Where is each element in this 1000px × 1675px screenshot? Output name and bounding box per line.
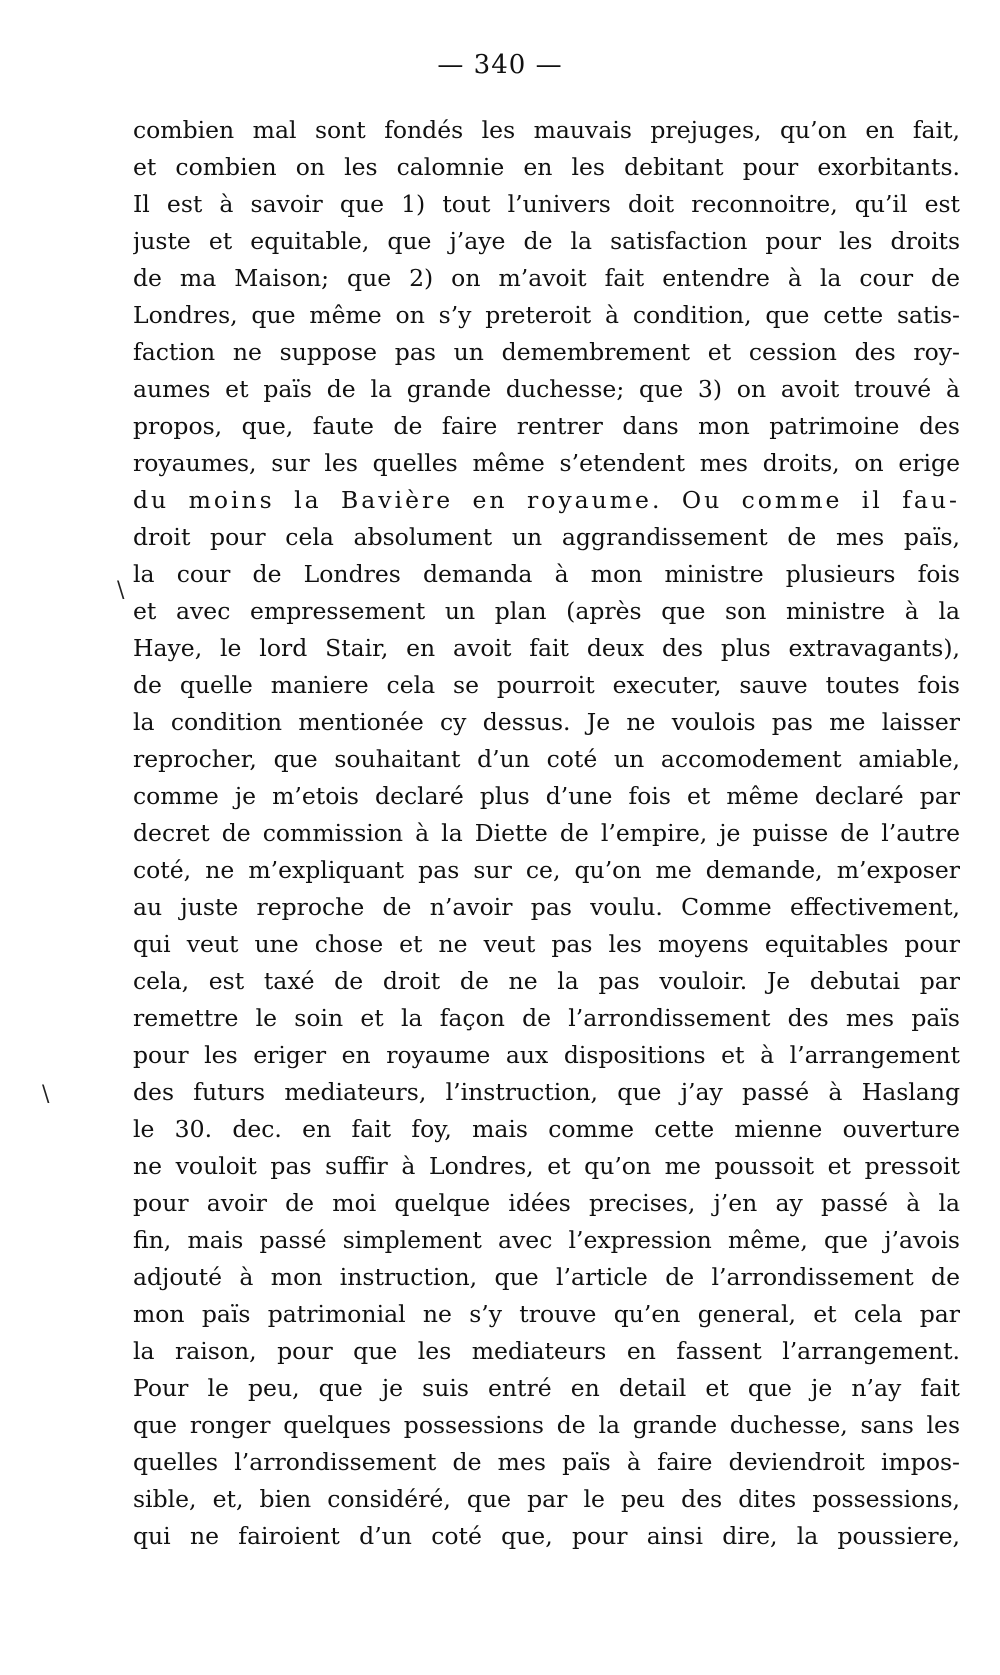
text-line: quelles l’arrondissement de mes païs à faire deviendroit impos- — [133, 1448, 960, 1476]
text-line: Londres, que même on s’y preteroit à condition, que cette satis- — [133, 301, 960, 329]
text-line: des futurs mediateurs, l’instruction, que j’ay passé à Haslang — [133, 1078, 960, 1106]
text-line: sible, et, bien considéré, que par le peu des dites possessions, — [133, 1485, 960, 1513]
text-line: pour les eriger en royaume aux dispositions et à l’arrangement — [133, 1041, 960, 1069]
page-number: — 340 — — [437, 50, 563, 80]
text-line: Pour le peu, que je suis entré en detail et que je n’ay fait — [133, 1374, 960, 1402]
text-line: decret de commission à la Diette de l’empire, je puisse de l’autre — [133, 819, 960, 847]
text-line: remettre le soin et la façon de l’arrondissement des mes païs — [133, 1004, 960, 1032]
text-line: la raison, pour que les mediateurs en fassent l’arrangement. — [133, 1337, 960, 1365]
text-line: et avec empressement un plan (après que son ministre à la — [133, 597, 960, 625]
text-line: Il est à savoir que 1) tout l’univers doit reconnoitre, qu’il est — [133, 190, 960, 218]
text-line: pour avoir de moi quelque idées precises, j’en ay passé à la — [133, 1189, 960, 1217]
text-line: aumes et païs de la grande duchesse; que 3) on avoit trouvé à — [133, 375, 960, 403]
text-line: le 30. dec. en fait foy, mais comme cette mienne ouverture — [133, 1115, 960, 1143]
text-line: comme je m’etois declaré plus d’une fois et même declaré par — [133, 782, 960, 810]
text-line: droit pour cela absolument un aggrandissement de mes païs, — [133, 523, 960, 551]
text-line: cela, est taxé de droit de ne la pas vouloir. Je debutai par — [133, 967, 960, 995]
body-text — [133, 112, 960, 1555]
text-line: Haye, le lord Stair, en avoit fait deux des plus extravagants), — [133, 634, 960, 662]
text-line: qui veut une chose et ne veut pas les moyens equitables pour — [133, 930, 960, 958]
text-line: royaumes, sur les quelles même s’etendent mes droits, on erige — [133, 449, 960, 477]
text-line: mon païs patrimonial ne s’y trouve qu’en general, et cela par — [133, 1300, 960, 1328]
margin-mark: \ — [42, 1082, 50, 1107]
text-line: ne vouloit pas suffir à Londres, et qu’on me poussoit et pressoit — [133, 1152, 960, 1180]
margin-mark: \ — [117, 578, 125, 603]
text-line: fin, mais passé simplement avec l’expression même, que j’avois — [133, 1226, 960, 1254]
text-line: et combien on les calomnie en les debitant pour exorbitants. — [133, 153, 960, 181]
text-line: reprocher, que souhaitant d’un coté un accomodement amiable, — [133, 745, 960, 773]
text-line: coté, ne m’expliquant pas sur ce, qu’on me demande, m’exposer — [133, 856, 960, 884]
text-line: la condition mentionée cy dessus. Je ne voulois pas me laisser — [133, 708, 960, 736]
text-line: de quelle maniere cela se pourroit executer, sauve toutes fois — [133, 671, 960, 699]
text-line: au juste reproche de n’avoir pas voulu. Comme effectivement, — [133, 893, 960, 921]
text-line-spaced: du moins la Bavière en royaume. Ou comme il fau- — [133, 486, 960, 514]
text-line: combien mal sont fondés les mauvais prejuges, qu’on en fait, — [133, 116, 960, 144]
text-line: propos, que, faute de faire rentrer dans mon patrimoine des — [133, 412, 960, 440]
text-line: que ronger quelques possessions de la grande duchesse, sans les — [133, 1411, 960, 1439]
text-line: la cour de Londres demanda à mon ministre plusieurs fois — [133, 560, 960, 588]
text-line: adjouté à mon instruction, que l’article de l’arrondissement de — [133, 1263, 960, 1291]
text-line: de ma Maison; que 2) on m’avoit fait entendre à la cour de — [133, 264, 960, 292]
text-line: faction ne suppose pas un demembrement et cession des roy- — [133, 338, 960, 366]
text-line: juste et equitable, que j’aye de la satisfaction pour les droits — [133, 227, 960, 255]
text-line: qui ne fairoient d’un coté que, pour ainsi dire, la poussiere, — [133, 1522, 960, 1550]
